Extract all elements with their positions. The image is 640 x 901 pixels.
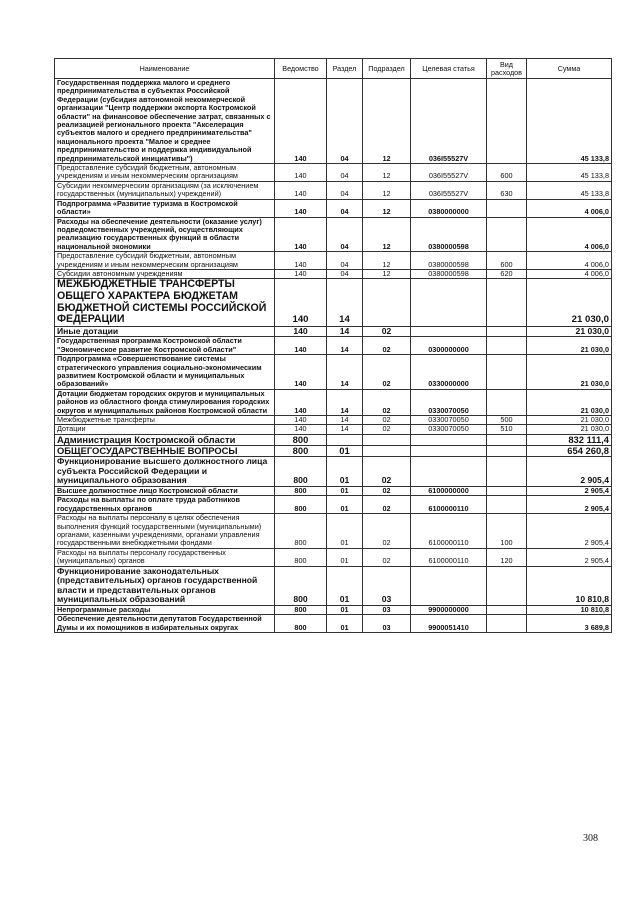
cell-s: 21 030,0	[527, 425, 612, 434]
cell-p: 12	[363, 199, 411, 217]
cell-p	[363, 445, 411, 456]
cell-s: 10 810,8	[527, 566, 612, 605]
cell-name: Подпрограмма «Развитие туризма в Костромской области»	[55, 199, 275, 217]
cell-name: Непрограммные расходы	[55, 606, 275, 615]
cell-s: 2 905,4	[527, 496, 612, 514]
cell-t	[411, 279, 487, 326]
cell-t: 9900051410	[411, 615, 487, 633]
cell-name: Государственная поддержка малого и среднего предпринимательства в субъектах Российской Федерации (субсидия автономной некоммерческой организации "Центр поддержки экспорта Костромской области" на финансовое обеспечение затрат, связанных с реализацией регионального проекта "Акселерация субъектов малого и среднего предпринимательства" национального проекта "Малое и среднее предпринимательство и поддержка индивидуальной предпринимательской инициативы")	[55, 79, 275, 164]
cell-v: 800	[275, 496, 327, 514]
table-row	[55, 79, 612, 164]
budget-table	[54, 58, 612, 633]
cell-name: ОБЩЕГОСУДАРСТВЕННЫЕ ВОПРОСЫ	[55, 445, 275, 456]
header-name: Наименование	[55, 59, 275, 79]
cell-r: 01	[327, 457, 363, 487]
cell-r: 04	[327, 217, 363, 252]
cell-name: МЕЖБЮДЖЕТНЫЕ ТРАНСФЕРТЫ ОБЩЕГО ХАРАКТЕРА БЮДЖЕТАМ БЮДЖЕТНОЙ СИСТЕМЫ РОССИЙСКОЙ ФЕДЕРАЦИИ	[55, 279, 275, 326]
cell-p: 03	[363, 566, 411, 605]
cell-v: 800	[275, 445, 327, 456]
cell-p: 02	[363, 496, 411, 514]
table-row	[55, 337, 612, 355]
header-razdel: Раздел	[327, 59, 363, 79]
cell-name: Дотации бюджетам городских округов и муниципальных районов из областного фонда стимулирования городских округов и муниципальных районов Костромской области	[55, 389, 275, 415]
cell-name: Предоставление субсидий бюджетным, автономным учреждениям и иным некоммерческим организациям	[55, 164, 275, 182]
cell-r: 01	[327, 615, 363, 633]
cell-k	[487, 326, 527, 337]
header-target: Целевая статья	[411, 59, 487, 79]
cell-r: 14	[327, 337, 363, 355]
cell-p: 02	[363, 355, 411, 390]
cell-name: Субсидии автономным учреждениям	[55, 269, 275, 278]
table-row	[55, 548, 612, 566]
cell-v: 800	[275, 566, 327, 605]
cell-p: 02	[363, 389, 411, 415]
cell-k	[487, 486, 527, 495]
cell-k: 600	[487, 252, 527, 270]
cell-p: 02	[363, 415, 411, 424]
table-row	[55, 252, 612, 270]
cell-v: 140	[275, 326, 327, 337]
cell-s: 2 905,4	[527, 514, 612, 549]
cell-p: 02	[363, 514, 411, 549]
cell-s: 2 905,4	[527, 486, 612, 495]
cell-p: 03	[363, 606, 411, 615]
cell-r: 14	[327, 326, 363, 337]
cell-name: Функционирование законодательных (представительных) органов государственной власти и представительных органов муниципальных образований	[55, 566, 275, 605]
table-row	[55, 164, 612, 182]
cell-r: 01	[327, 496, 363, 514]
header-podrazdel: Подраздел	[363, 59, 411, 79]
cell-p: 12	[363, 269, 411, 278]
cell-p	[363, 279, 411, 326]
table-row	[55, 279, 612, 326]
cell-t	[411, 566, 487, 605]
cell-v: 140	[275, 164, 327, 182]
cell-v: 800	[275, 606, 327, 615]
cell-k	[487, 79, 527, 164]
table-row	[55, 566, 612, 605]
cell-v: 800	[275, 457, 327, 487]
cell-s: 4 006,0	[527, 269, 612, 278]
cell-r: 14	[327, 389, 363, 415]
cell-v: 140	[275, 269, 327, 278]
cell-name: Субсидии некоммерческим организациям (за исключением государственных (муниципальных) учреждений)	[55, 181, 275, 199]
cell-r: 04	[327, 79, 363, 164]
header-sum: Сумма	[527, 59, 612, 79]
cell-v: 140	[275, 415, 327, 424]
cell-r: 01	[327, 486, 363, 495]
table-row	[55, 389, 612, 415]
cell-s: 21 030,0	[527, 389, 612, 415]
cell-r: 14	[327, 415, 363, 424]
cell-r: 04	[327, 199, 363, 217]
table-row	[55, 496, 612, 514]
cell-r: 01	[327, 548, 363, 566]
cell-name: Предоставление субсидий бюджетным, автономным учреждениям и иным некоммерческим организациям	[55, 252, 275, 270]
cell-t: 0330070050	[411, 389, 487, 415]
cell-p: 02	[363, 425, 411, 434]
cell-r: 01	[327, 445, 363, 456]
cell-k	[487, 434, 527, 445]
cell-p: 02	[363, 326, 411, 337]
table-row	[55, 615, 612, 633]
cell-v: 140	[275, 199, 327, 217]
cell-name: Государственная программа Костромской области "Экономическое развитие Костромской области"	[55, 337, 275, 355]
cell-k: 620	[487, 269, 527, 278]
table-row	[55, 457, 612, 487]
table-row	[55, 355, 612, 390]
cell-p: 12	[363, 164, 411, 182]
cell-r: 14	[327, 279, 363, 326]
cell-k	[487, 606, 527, 615]
table-row	[55, 514, 612, 549]
cell-r: 14	[327, 425, 363, 434]
cell-k	[487, 445, 527, 456]
cell-r: 14	[327, 355, 363, 390]
cell-p: 02	[363, 486, 411, 495]
cell-name: Иные дотации	[55, 326, 275, 337]
cell-t: 0380000598	[411, 252, 487, 270]
cell-k: 510	[487, 425, 527, 434]
cell-name: Межбюджетные трансферты	[55, 415, 275, 424]
cell-k	[487, 199, 527, 217]
cell-t: 0330000000	[411, 355, 487, 390]
cell-p	[363, 434, 411, 445]
cell-r: 04	[327, 181, 363, 199]
cell-k: 630	[487, 181, 527, 199]
table-row	[55, 425, 612, 434]
cell-s: 832 111,4	[527, 434, 612, 445]
cell-r: 01	[327, 606, 363, 615]
cell-r: 04	[327, 164, 363, 182]
cell-p: 12	[363, 181, 411, 199]
cell-t: 036I55527V	[411, 181, 487, 199]
cell-t: 6100000000	[411, 486, 487, 495]
cell-p: 12	[363, 79, 411, 164]
cell-v: 800	[275, 434, 327, 445]
cell-name: Высшее должностное лицо Костромской области	[55, 486, 275, 495]
cell-t: 0330070050	[411, 425, 487, 434]
cell-t	[411, 445, 487, 456]
cell-v: 800	[275, 615, 327, 633]
table-row	[55, 445, 612, 456]
cell-t: 036I55527V	[411, 164, 487, 182]
cell-v: 800	[275, 514, 327, 549]
cell-t: 036I55527V	[411, 79, 487, 164]
cell-s: 21 030,0	[527, 279, 612, 326]
cell-name: Расходы на выплаты персоналу государственных (муниципальных) органов	[55, 548, 275, 566]
cell-s: 21 030,0	[527, 337, 612, 355]
cell-p: 02	[363, 548, 411, 566]
cell-t: 0380000598	[411, 269, 487, 278]
cell-s: 21 030,0	[527, 355, 612, 390]
cell-p: 03	[363, 615, 411, 633]
cell-name: Расходы на выплаты по оплате труда работников государственных органов	[55, 496, 275, 514]
cell-k: 100	[487, 514, 527, 549]
cell-k: 500	[487, 415, 527, 424]
cell-t: 0380000598	[411, 217, 487, 252]
cell-r: 04	[327, 269, 363, 278]
table-body	[55, 79, 612, 633]
cell-name: Подпрограмма «Совершенствование системы стратегического управления социально-экономическим развитием Костромской области и муниципальных образований»	[55, 355, 275, 390]
cell-t	[411, 326, 487, 337]
cell-s: 21 030,0	[527, 415, 612, 424]
cell-r: 01	[327, 566, 363, 605]
cell-v: 140	[275, 337, 327, 355]
page-number: 308	[583, 833, 598, 844]
cell-name: Обеспечение деятельности депутатов Государственной Думы и их помощников в избирательных округах	[55, 615, 275, 633]
cell-s: 45 133,8	[527, 181, 612, 199]
cell-s: 21 030,0	[527, 326, 612, 337]
cell-name: Администрация Костромской области	[55, 434, 275, 445]
header-vid: Вид расходов	[487, 59, 527, 79]
cell-p: 12	[363, 217, 411, 252]
cell-k	[487, 457, 527, 487]
cell-t: 6100000110	[411, 496, 487, 514]
cell-p: 02	[363, 337, 411, 355]
cell-k	[487, 389, 527, 415]
cell-v: 800	[275, 486, 327, 495]
cell-s: 3 689,8	[527, 615, 612, 633]
cell-v: 140	[275, 252, 327, 270]
cell-k	[487, 337, 527, 355]
table-row	[55, 415, 612, 424]
table-row	[55, 434, 612, 445]
cell-p: 12	[363, 252, 411, 270]
cell-t: 6100000110	[411, 548, 487, 566]
cell-s: 4 006,0	[527, 252, 612, 270]
cell-k: 120	[487, 548, 527, 566]
cell-v: 140	[275, 355, 327, 390]
cell-name: Дотации	[55, 425, 275, 434]
cell-name: Расходы на обеспечение деятельности (оказание услуг) подведомственных учреждений, осуществляющих реализацию государственных функций в области национальной экономики	[55, 217, 275, 252]
cell-v: 140	[275, 217, 327, 252]
cell-k	[487, 279, 527, 326]
table-row	[55, 181, 612, 199]
cell-r	[327, 434, 363, 445]
cell-k: 600	[487, 164, 527, 182]
cell-t: 6100000110	[411, 514, 487, 549]
cell-v: 800	[275, 548, 327, 566]
cell-k	[487, 496, 527, 514]
cell-s: 4 006,0	[527, 217, 612, 252]
cell-p: 02	[363, 457, 411, 487]
cell-v: 140	[275, 181, 327, 199]
cell-r: 04	[327, 252, 363, 270]
cell-k	[487, 615, 527, 633]
header-vedomstvo: Ведомство	[275, 59, 327, 79]
cell-t: 0300000000	[411, 337, 487, 355]
cell-v: 140	[275, 279, 327, 326]
table-row	[55, 326, 612, 337]
cell-k	[487, 217, 527, 252]
cell-k	[487, 355, 527, 390]
cell-t	[411, 434, 487, 445]
cell-t	[411, 457, 487, 487]
table-header-row	[55, 59, 612, 79]
cell-v: 140	[275, 389, 327, 415]
cell-s: 4 006,0	[527, 199, 612, 217]
cell-s: 10 810,8	[527, 606, 612, 615]
cell-r: 01	[327, 514, 363, 549]
cell-v: 140	[275, 79, 327, 164]
cell-s: 654 260,8	[527, 445, 612, 456]
table-row	[55, 217, 612, 252]
table-row	[55, 199, 612, 217]
cell-name: Функционирование высшего должностного лица субъекта Российской Федерации и муниципального образования	[55, 457, 275, 487]
cell-s: 2 905,4	[527, 548, 612, 566]
cell-k	[487, 566, 527, 605]
cell-t: 9900000000	[411, 606, 487, 615]
cell-v: 140	[275, 425, 327, 434]
cell-s: 2 905,4	[527, 457, 612, 487]
cell-s: 45 133,8	[527, 164, 612, 182]
cell-t: 0380000000	[411, 199, 487, 217]
cell-name: Расходы на выплаты персоналу в целях обеспечения выполнения функций государственными (муниципальными) органами, казенными учреждениями, органами управления государственными внебюджетными фондами	[55, 514, 275, 549]
cell-s: 45 133,8	[527, 79, 612, 164]
cell-t: 0330070050	[411, 415, 487, 424]
